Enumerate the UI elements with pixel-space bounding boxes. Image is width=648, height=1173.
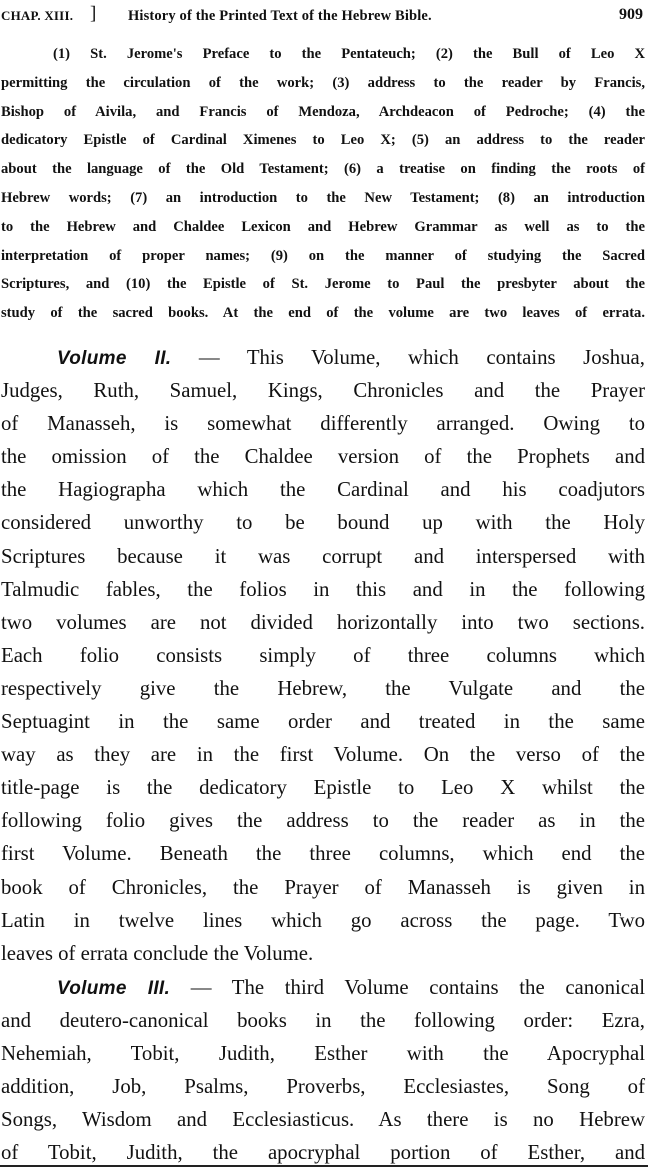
body-line: first Volume. Beneath the three columns, which end the [1, 842, 645, 866]
body-line: Scriptures because it was corrupt and interspersed with [1, 544, 645, 568]
body-line: title-page is the dedicatory Epistle to Leo X whilst the [1, 776, 645, 800]
contents-paragraph [1, 40, 645, 328]
body-line: leaves of errata conclude the Volume. [1, 941, 314, 965]
contents-line: (1) St. Jerome's Preface to the Pentateuch; (2) the Bull of Leo X [53, 46, 645, 62]
body-line: Nehemiah, Tobit, Judith, Esther with the Apocryphal [1, 1042, 645, 1066]
contents-line: to the Hebrew and Chaldee Lexicon and Hebrew Grammar as well as to the [1, 218, 645, 235]
volume-iii-paragraph [1, 971, 645, 1170]
body-line: book of Chronicles, the Prayer of Manasseh is given in [1, 875, 645, 899]
body-line: Judges, Ruth, Samuel, Kings, Chronicles and the Prayer [1, 379, 645, 403]
body-line: Talmudic fables, the folios in this and in the following [1, 577, 645, 601]
body-line: Latin in twelve lines which go across the page. Two [1, 908, 645, 932]
contents-line: about the language of the Old Testament; (6) a treatise on finding the roots of [1, 161, 645, 178]
page-number: 909 [619, 6, 643, 23]
body-line: the omission of the Chaldee version of the Prophets and [1, 445, 645, 469]
body-line: respectively give the Hebrew, the Vulgate and the [1, 676, 645, 700]
contents-line: dedicatory Epistle of Cardinal Ximenes to Leo X; (5) an address to the reader [1, 132, 645, 149]
body-line: Septuagint in the same order and treated in the same [1, 710, 645, 734]
body-line: addition, Job, Psalms, Proverbs, Ecclesiastes, Song of [1, 1075, 645, 1099]
running-title: History of the Printed Text of the Hebrew Bible. [128, 8, 432, 24]
volume-iii-first-line-text: — The third Volume contains the canonical [170, 976, 645, 999]
contents-line: permitting the circulation of the work; (3) address to the reader by Francis, [1, 74, 645, 91]
body-line: Each folio consists simply of three columns which [1, 643, 645, 667]
volume-ii-paragraph [1, 341, 645, 970]
body-line: of Manasseh, is somewhat differently arranged. Owing to [1, 412, 645, 436]
volume-ii-first-line-text: — This Volume, which contains Joshua, [171, 346, 645, 369]
contents-line: Scriptures, and (10) the Epistle of St. Jerome to Paul the presbyter about the [1, 276, 645, 293]
contents-line: Hebrew words; (7) an introduction to the New Testament; (8) an introduction [1, 189, 645, 206]
volume-ii-label: Volume II. [57, 348, 172, 369]
body-line: following folio gives the address to the reader as in the [1, 809, 645, 833]
body-line: of Tobit, Judith, the apocryphal portion of Esther, and [1, 1141, 645, 1165]
body-line: considered unworthy to be bound up with the Holy [1, 511, 645, 535]
volume-iii-first-line [1, 971, 645, 1004]
volume-iii-label: Volume III. [57, 978, 171, 999]
body-line: and deutero-canonical books in the following order: Ezra, [1, 1009, 645, 1033]
contents-line: Bishop of Aivila, and Francis of Mendoza, Archdeacon of Pedroche; (4) the [1, 103, 645, 120]
chapter-bracket: ] [90, 3, 97, 24]
contents-line: interpretation of proper names; (9) on the manner of studying the Sacred [1, 247, 645, 264]
body-line: Songs, Wisdom and Ecclesiasticus. As there is no Hebrew [1, 1108, 645, 1132]
body-line: two volumes are not divided horizontally into two sections. [1, 610, 645, 634]
body-line: the Hagiographa which the Cardinal and his coadjutors [1, 478, 645, 502]
contents-line: study of the sacred books. At the end of the volume are two leaves of errata. [1, 305, 645, 322]
volume-ii-first-line [1, 341, 645, 374]
bottom-rule [0, 1165, 648, 1167]
chapter-marker: CHAP. XIII. [1, 8, 74, 23]
running-head [0, 4, 646, 28]
body-line: way as they are in the first Volume. On the verso of the [1, 743, 645, 767]
